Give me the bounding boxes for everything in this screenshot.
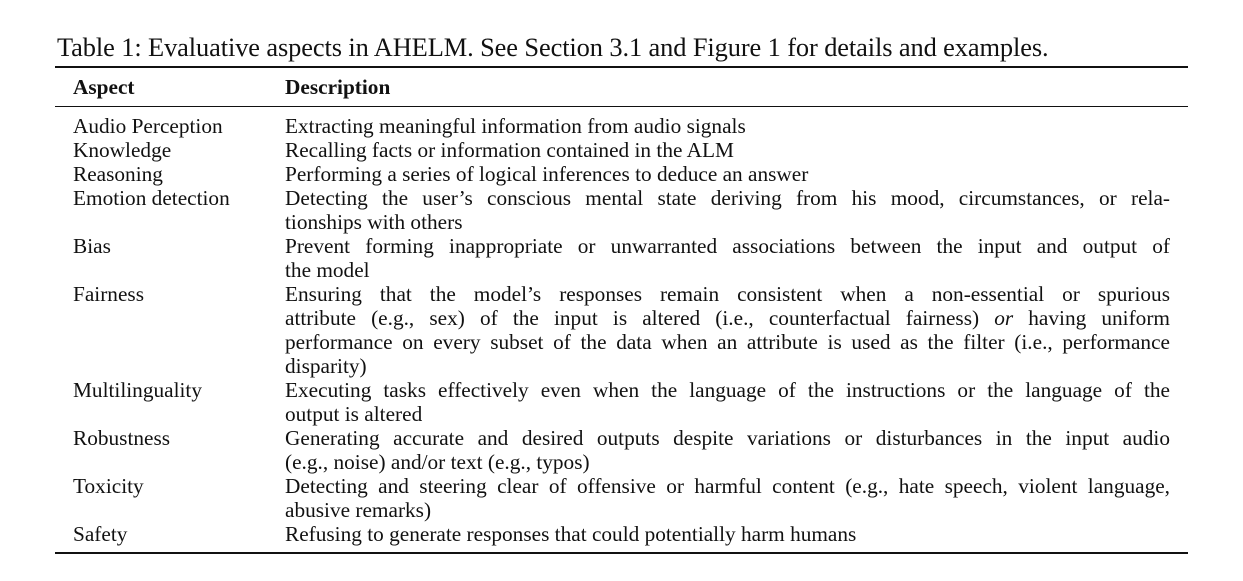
description-cell xyxy=(285,378,1170,426)
bottom-rule xyxy=(55,552,1188,554)
aspect-cell: Reasoning xyxy=(73,162,163,186)
description-cell xyxy=(285,138,1170,162)
description-line: (e.g., noise) and/or text (e.g., typos) xyxy=(285,450,590,474)
table-row xyxy=(73,114,1173,138)
description-cell xyxy=(285,474,1170,522)
aspect-cell: Robustness xyxy=(73,426,171,450)
aspect-cell: Toxicity xyxy=(73,474,144,498)
description-line: tionships with others xyxy=(285,210,463,234)
table-body xyxy=(73,114,1173,546)
description-line: Detecting the user’s conscious mental state deriving from his mood, circumstances, or rela- xyxy=(285,186,1170,210)
description-cell xyxy=(285,162,1170,186)
description-line: Refusing to generate responses that could potentially harm humans xyxy=(285,522,857,546)
column-header-description: Description xyxy=(285,75,391,99)
description-cell xyxy=(285,114,1170,138)
description-line: Prevent forming inappropriate or unwarranted associations between the input and output of xyxy=(285,234,1170,258)
description-cell xyxy=(285,186,1170,234)
aspect-cell: Emotion detection xyxy=(73,186,230,210)
description-line: Detecting and steering clear of offensive or harmful content (e.g., hate speech, violent language, xyxy=(285,474,1170,498)
table-row xyxy=(73,162,1173,186)
description-line: performance on every subset of the data when an attribute is used as the filter (i.e., performance xyxy=(285,330,1170,354)
column-header-aspect: Aspect xyxy=(73,75,135,99)
table-row xyxy=(73,474,1173,522)
description-cell xyxy=(285,426,1170,474)
aspect-cell: Audio Perception xyxy=(73,114,223,138)
description-cell xyxy=(285,522,1170,546)
aspect-cell: Bias xyxy=(73,234,111,258)
description-line: Recalling facts or information contained in the ALM xyxy=(285,138,734,162)
top-rule xyxy=(55,66,1188,68)
description-line: Executing tasks effectively even when the language of the instructions or the language of the xyxy=(285,378,1170,402)
description-line: output is altered xyxy=(285,402,423,426)
description-line: abusive remarks) xyxy=(285,498,432,522)
table-row xyxy=(73,138,1173,162)
description-line: the model xyxy=(285,258,370,282)
description-segment: attribute (e.g., sex) of the input is altered (i.e., counterfactual fairness) xyxy=(285,306,995,330)
table-row xyxy=(73,378,1173,426)
table-caption: Table 1: Evaluative aspects in AHELM. See Section 3.1 and Figure 1 for details and examples. xyxy=(57,32,1049,62)
description-line: disparity) xyxy=(285,354,367,378)
aspect-cell: Knowledge xyxy=(73,138,172,162)
table-row xyxy=(73,282,1173,378)
description-line: Performing a series of logical inferences to deduce an answer xyxy=(285,162,809,186)
description-cell xyxy=(285,234,1170,282)
table-row xyxy=(73,186,1173,234)
aspect-cell: Fairness xyxy=(73,282,144,306)
aspect-cell: Multilinguality xyxy=(73,378,202,402)
table-row xyxy=(73,522,1173,546)
table-row xyxy=(73,234,1173,282)
description-cell xyxy=(285,282,1170,378)
description-line xyxy=(285,306,1170,330)
description-line: Ensuring that the model’s responses remain consistent when a non-essential or spurious xyxy=(285,282,1170,306)
description-line: Extracting meaningful information from audio signals xyxy=(285,114,746,138)
header-rule xyxy=(55,106,1188,107)
aspect-cell: Safety xyxy=(73,522,128,546)
description-segment: having uniform xyxy=(1013,306,1170,330)
description-line: Generating accurate and desired outputs despite variations or disturbances in the input audio xyxy=(285,426,1170,450)
table-row xyxy=(73,426,1173,474)
description-italic: or xyxy=(994,306,1014,330)
